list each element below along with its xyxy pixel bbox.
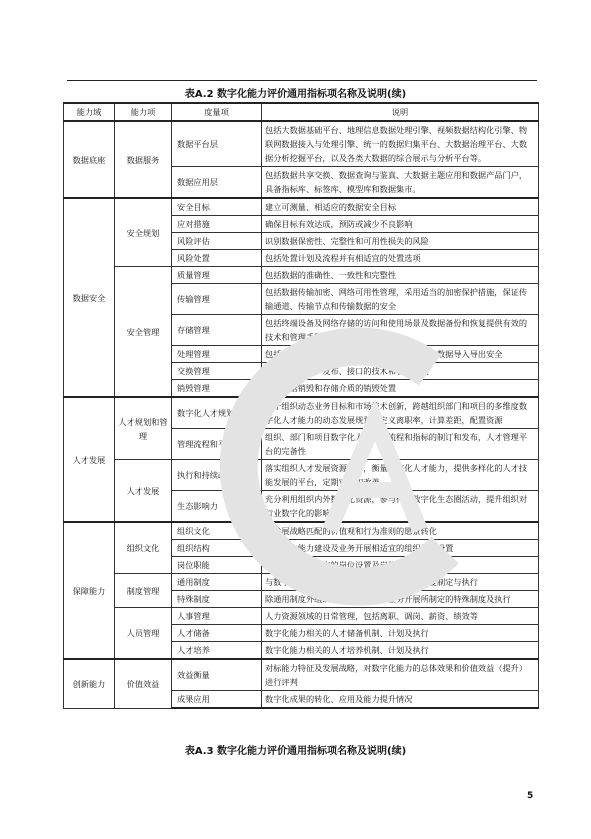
description-cell: 包括数据传输加密、网络可用性管理，采用适当的加密保护措施，保证传输通道、传输节点和传输数据的安全 — [262, 284, 539, 315]
table-caption-bottom: 表A.3 数字化能力评价通用指标项名称及说明(续) — [184, 746, 407, 757]
measure-cell: 生态影响力 — [172, 491, 262, 523]
measure-cell: 风险评估 — [172, 233, 262, 250]
item-cell: 人员管理 — [115, 608, 172, 660]
measure-cell: 人才储备 — [172, 625, 262, 642]
description-cell: 包括数据脱敏、数据分析安全、处理环境安全及数据导入导出安全 — [262, 346, 539, 363]
description-cell: 数字化能力相关的人才培养机制、计划及执行 — [262, 642, 539, 660]
description-cell: 数字化能力相关的人才储备机制、计划及执行 — [262, 625, 539, 642]
header-rule — [67, 80, 537, 81]
description-cell: 包括数据共享、发布、接口的技术和管理手段 — [262, 363, 539, 380]
measure-cell: 特殊制度 — [172, 591, 262, 608]
description-cell: 人力资源领域的日常管理，包括离职、调岗、薪资、绩效等 — [262, 608, 539, 625]
description-cell: 与组织结构相适宜的岗位设置及岗位职能说明 — [262, 557, 539, 574]
item-cell: 价值效益 — [115, 659, 172, 708]
measure-cell: 处理管理 — [172, 346, 262, 363]
measure-cell: 存储管理 — [172, 315, 262, 346]
table-row — [64, 397, 539, 429]
measure-cell: 风险处置 — [172, 250, 262, 267]
measure-cell: 质量管理 — [172, 267, 262, 284]
description-cell: 包括终端设备及网络存储的访问和使用场景及数据备份和恢复提供有效的技术和管理手段 — [262, 315, 539, 346]
measure-cell: 传输管理 — [172, 284, 262, 315]
description-cell: 确保目标有效达成，预防或减少不良影响 — [262, 216, 539, 233]
description-cell: 建立可测量、相适应的数据安全目标 — [262, 198, 539, 216]
item-cell: 组织文化 — [115, 522, 172, 574]
description-cell: 充分利用组织内外数字化资源，参与行业数字化生态圈活动，提升组织对行业数字化的影响力。 — [262, 491, 539, 523]
measure-cell: 数据平台层 — [172, 121, 262, 167]
description-cell: 基于组织动态业务目标和市场技术创新，跨越组织部门和项目的多维度数字化人才能力的动态发展规划，定义离职率，计算差距，配置资源 — [262, 397, 539, 429]
description-cell: 包括大数据基础平台、地理信息数据处理引擎、视频数据结构化引擎、物联网数据接入与处理引擎、统一的数据归集平台、大数据治理平台、大数据分析挖掘平台，以及各类大数据的综合展示与分析平台等。 — [262, 121, 539, 167]
measure-cell: 岗位职能 — [172, 557, 262, 574]
description-cell: 包括数据销毁和存储介质的销毁处置 — [262, 380, 539, 398]
header-domain: 能力域 — [64, 103, 115, 121]
measure-cell: 组织文化 — [172, 522, 262, 540]
header-description: 说明 — [262, 103, 539, 121]
item-cell: 数据服务 — [115, 121, 172, 198]
table-row — [64, 121, 539, 167]
measure-cell: 安全目标 — [172, 198, 262, 216]
item-cell: 安全管理 — [115, 267, 172, 398]
description-cell: 包括数据的准确性、一致性和完整性 — [262, 267, 539, 284]
measure-cell: 人事管理 — [172, 608, 262, 625]
domain-cell: 人才发展 — [64, 397, 115, 522]
measure-cell: 执行和持续改善 — [172, 460, 262, 491]
header-measure: 度量项 — [172, 103, 262, 121]
description-cell: 数字化成果的转化、应用及能力提升情况 — [262, 691, 539, 709]
item-cell: 人才发展 — [115, 460, 172, 523]
domain-cell: 数据安全 — [64, 198, 115, 397]
measure-cell: 应对措施 — [172, 216, 262, 233]
table-row — [64, 198, 539, 216]
measure-cell: 数字化人才规划 — [172, 397, 262, 429]
indicator-table — [63, 102, 539, 709]
table-row — [64, 522, 539, 540]
table-row — [64, 659, 539, 691]
description-cell: 与数字化能力建设及业务开展相适宜的管理制度制定与执行 — [262, 574, 539, 591]
measure-cell: 管理流程和平台 — [172, 429, 262, 460]
header-item: 能力项 — [115, 103, 172, 121]
description-cell: 除通用制度外组织针对内部管理和业务开展所制定的特殊制度及执行 — [262, 591, 539, 608]
item-cell: 制度管理 — [115, 574, 172, 608]
measure-cell: 组织结构 — [172, 540, 262, 557]
table-caption-top: 表A.2 数字化能力评价通用指标项名称及说明(续) — [184, 89, 407, 100]
description-cell: 组织、部门和项目数字化人才管理流程和指标的制订和发布，人才管理平台的完备性 — [262, 429, 539, 460]
table-row — [64, 267, 539, 284]
measure-cell: 销毁管理 — [172, 380, 262, 398]
description-cell: 与数字化能力建设及业务开展相适宜的组织结构设置 — [262, 540, 539, 557]
description-cell: 包括数据共享交换、数据查询与鉴真、大数据主题应用和数据产品门户，具备指标库、标签库、模型库和数据集市。 — [262, 167, 539, 199]
description-cell: 包括处置计划及流程并有相适宜的处置选项 — [262, 250, 539, 267]
measure-cell: 成果应用 — [172, 691, 262, 709]
measure-cell: 效益衡量 — [172, 659, 262, 691]
measure-cell: 交换管理 — [172, 363, 262, 380]
description-cell: 识别数据保密性、完整性和可用性损失的风险 — [262, 233, 539, 250]
description-cell: 落实组织人才发展资源保障，衡量数字化人才能力，提供多样化的人才技能发展的平台，定期审核和改善 — [262, 460, 539, 491]
measure-cell: 通用制度 — [172, 574, 262, 591]
table-row — [64, 574, 539, 591]
table-header-row — [64, 103, 539, 121]
description-cell: 对标能力特征及发展战略，对数字化能力的总体效果和价值效益（提升）进行评判 — [262, 659, 539, 691]
description-cell: 与发展战略匹配的价值观和行为准则的愿景转化 — [262, 522, 539, 540]
item-cell: 安全规划 — [115, 198, 172, 267]
domain-cell: 创新能力 — [64, 659, 115, 708]
measure-cell: 人才培养 — [172, 642, 262, 660]
page-number: 5 — [527, 791, 534, 801]
item-cell: 人才规划和管理 — [115, 397, 172, 460]
table-row — [64, 608, 539, 625]
domain-cell: 数据底座 — [64, 121, 115, 198]
domain-cell: 保障能力 — [64, 522, 115, 659]
table-row — [64, 460, 539, 491]
measure-cell: 数据应用层 — [172, 167, 262, 199]
